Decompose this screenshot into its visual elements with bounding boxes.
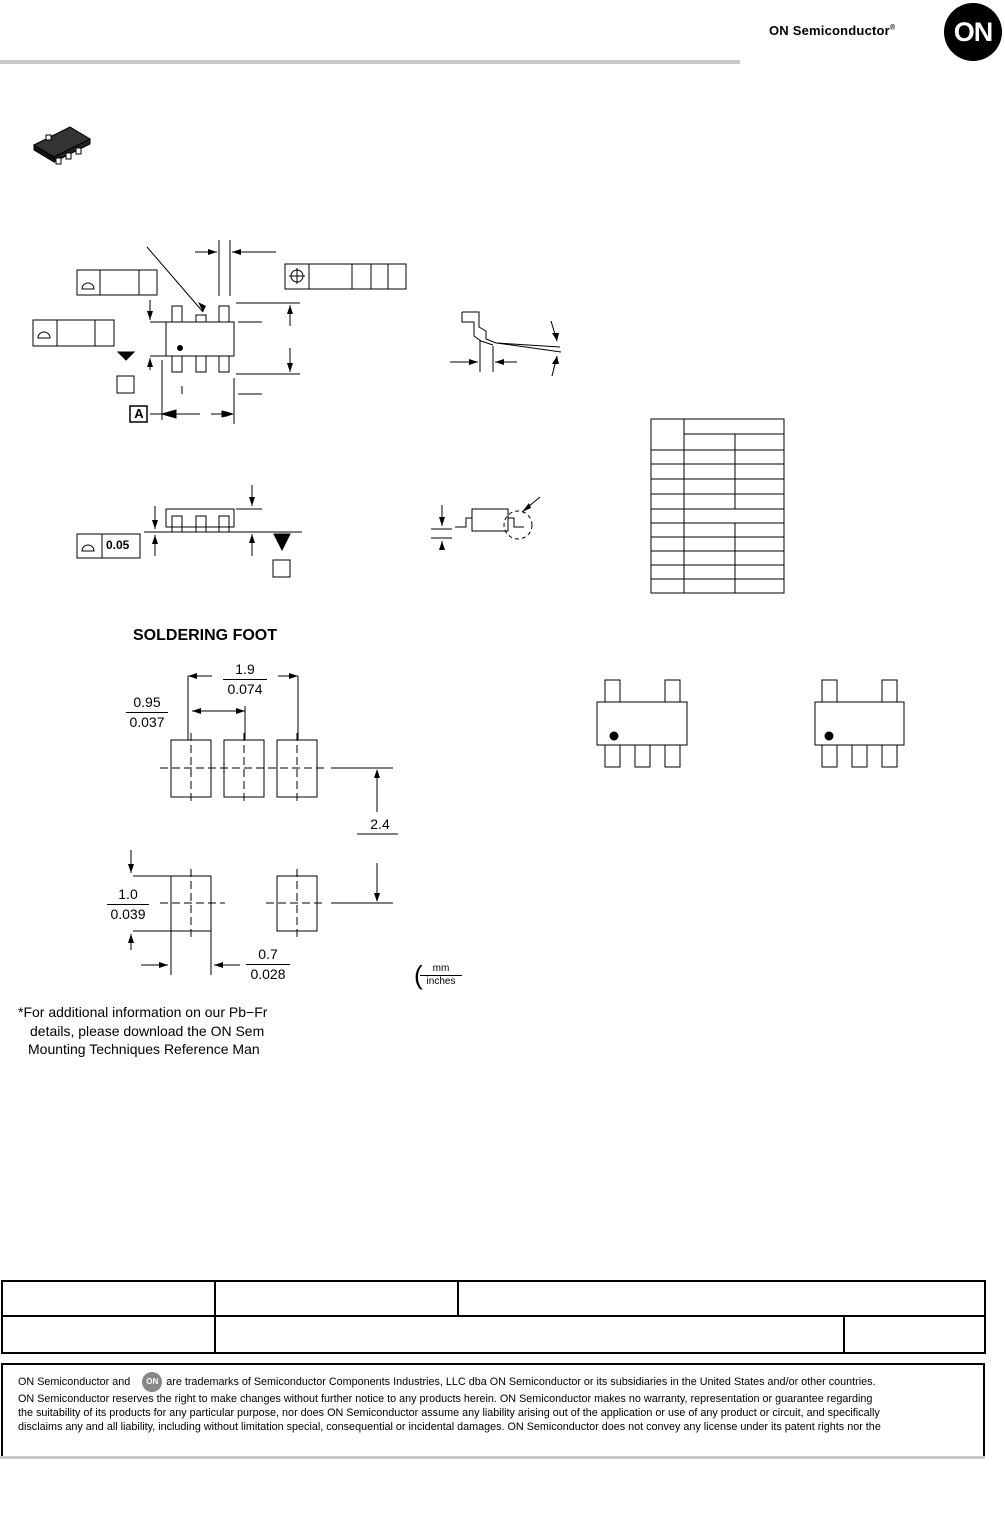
- side-view: [77, 485, 302, 577]
- on-mini-logo: ON: [142, 1372, 162, 1392]
- title-cell-1: [3, 1282, 216, 1317]
- units-scale: mm inches: [420, 963, 462, 988]
- flatness-value: 0.05: [106, 538, 130, 552]
- title-cell-3: [459, 1282, 984, 1317]
- dimension-table: [651, 419, 784, 593]
- footnote: *For additional information on our Pb−Fr details, please download the ON Sem Mounting Techniques Reference Man: [18, 1004, 268, 1057]
- lead-detail: [450, 312, 561, 376]
- end-view: [431, 497, 540, 548]
- dim-height: 2.4: [370, 816, 390, 832]
- datum-a-label: A: [134, 406, 144, 421]
- brand-name: ON Semiconductor®: [769, 23, 896, 38]
- dim-pitch: $\frac{0.95}{0.037}$: [126, 693, 168, 732]
- dim-pad-length: $\frac{1.0}{0.039}$: [107, 885, 149, 924]
- title-block: [1, 1280, 986, 1354]
- package-3d-icon: [34, 127, 90, 164]
- title-cell-5: [216, 1317, 845, 1352]
- top-view: [118, 240, 300, 424]
- soldering-footprint-title: SOLDERING FOOT: [133, 627, 277, 644]
- on-logo: ON: [944, 3, 1002, 61]
- units-paren: (: [414, 960, 423, 990]
- dim-pad-width: $\frac{0.7}{0.028}$: [246, 945, 290, 984]
- title-cell-2: [216, 1282, 459, 1317]
- marking-diagrams: [597, 680, 904, 767]
- soldering-footprint: [131, 676, 398, 975]
- footer-rule: [0, 1456, 985, 1459]
- dim-span: $\frac{1.9}{0.074}$: [223, 660, 267, 699]
- title-cell-4: [3, 1317, 216, 1352]
- legal-disclaimer: ON Semiconductor and ON are trademarks of Semiconductor Components Industries, LLC dba ON Semiconductor or its subsidiaries in the United States and/or other countries. ON Semiconductor reserves the right to make changes without further notice to any products herein. ON Semiconductor makes no warranty, representation or guarantee regarding the suitability of its products for any particular purpose, nor does ON Semiconductor assume any liability arising out of the application or use of any product or circuit, and specifically disclaims any and all liability, including without limitation special, consequential or incidental damages. ON Semiconductor does not convey any license under its patent rights nor the: [1, 1363, 985, 1459]
